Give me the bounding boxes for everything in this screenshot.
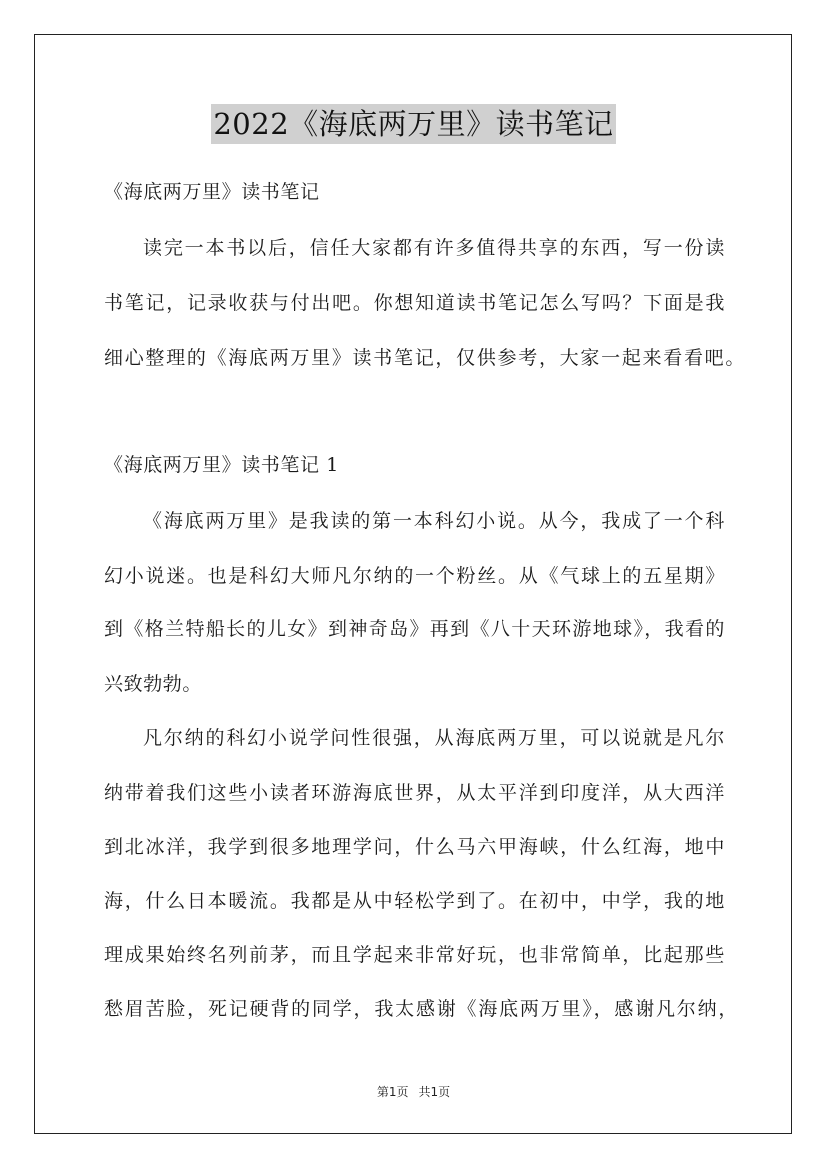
para1-line-2: 幻小说迷。也是科幻大师凡尔纳的一个粉丝。从《气球上的五星期》 xyxy=(104,565,725,587)
para2-line-1: 凡尔纳的科幻小说学问性很强，从海底两万里，可以说就是凡尔 xyxy=(143,727,725,749)
document-title: 2022《海底两万里》读书笔记 xyxy=(211,104,615,144)
para1-line-4: 兴致勃勃。 xyxy=(104,673,203,695)
para2-line-6: 愁眉苦脸，死记硬背的同学，我太感谢《海底两万里》，感谢凡尔纳， xyxy=(104,998,738,1020)
para2-line-5: 理成果始终名列前茅，而且学起来非常好玩，也非常简单，比起那些 xyxy=(104,944,725,966)
para2-line-2: 纳带着我们这些小读者环游海底世界，从太平洋到印度洋，从大西洋 xyxy=(104,782,725,804)
page-total: 共1页 xyxy=(418,1085,451,1099)
document-title-wrapper xyxy=(0,104,827,144)
para1-line-3: 到《格兰特船长的儿女》到神奇岛》再到《八十天环游地球》，我看的 xyxy=(104,618,725,640)
para2-line-3: 到北冰洋，我学到很多地理学问，什么马六甲海峡，什么红海，地中 xyxy=(104,836,725,858)
page-footer xyxy=(0,1083,827,1100)
intro-line-2: 书笔记，记录收获与付出吧。你想知道读书笔记怎么写吗？下面是我 xyxy=(104,292,725,314)
page-number: 第1页 xyxy=(376,1085,409,1099)
intro-line-1: 读完一本书以后，信任大家都有许多值得共享的东西，写一份读 xyxy=(143,237,725,259)
para1-line-1: 《海底两万里》是我读的第一本科幻小说。从今，我成了一个科 xyxy=(143,510,725,532)
section-heading: 《海底两万里》读书笔记 1 xyxy=(104,454,339,476)
subtitle: 《海底两万里》读书笔记 xyxy=(104,181,320,203)
para2-line-4: 海，什么日本暖流。我都是从中轻松学到了。在初中，中学，我的地 xyxy=(104,890,725,912)
intro-line-3: 细心整理的《海底两万里》读书笔记，仅供参考，大家一起来看看吧。 xyxy=(104,347,745,369)
